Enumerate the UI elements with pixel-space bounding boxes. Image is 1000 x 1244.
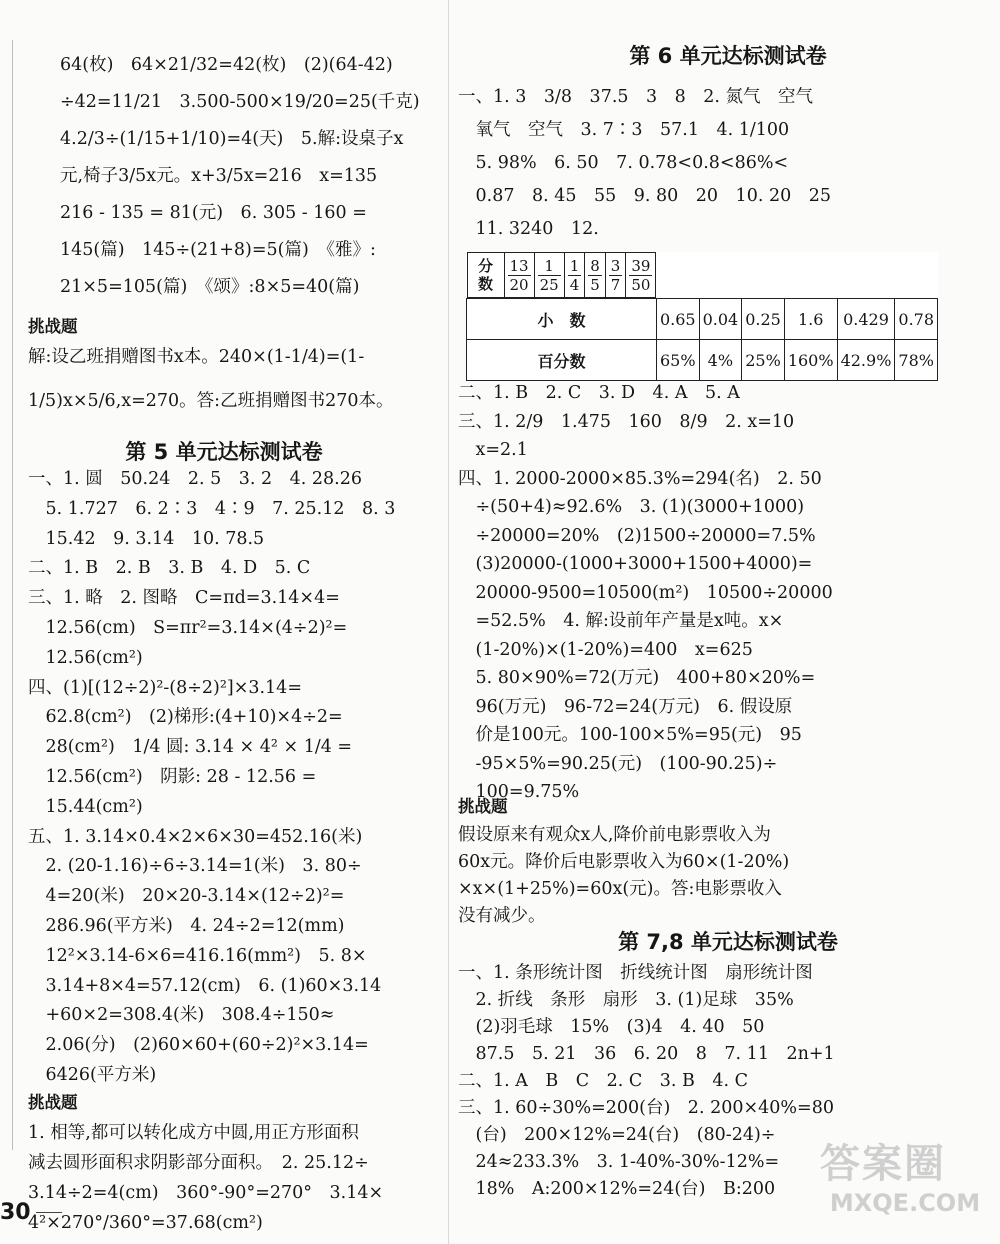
- unit-5-line: +60×2=308.4(米) 308.4÷150≈: [28, 1005, 335, 1026]
- page-number: 30: [0, 1200, 31, 1225]
- unit-5-line: 二、1. B 2. B 3. B 4. D 5. C: [28, 558, 311, 579]
- unit-6-after-line: x=2.1: [458, 440, 528, 460]
- unit-6-line: 0.87 8. 45 55 9. 80 20 10. 20 25: [458, 186, 831, 206]
- fraction-cell: [564, 253, 585, 298]
- column-divider: [448, 0, 449, 1244]
- left-answer-line: 元,椅子3/5x元。x+3/5x=216 x=135: [60, 166, 378, 186]
- unit-5-line: 三、1. 略 2. 图略 C=πd=3.14×4=: [28, 588, 340, 609]
- unit-5-line: 286.96(平方米) 4. 24÷2=12(mm): [28, 916, 345, 936]
- unit-6-title: 第 6 单元达标测试卷: [629, 44, 827, 68]
- percent-cell: 65%: [656, 340, 699, 381]
- numerator: 3: [610, 256, 621, 275]
- table-row-fraction: [467, 252, 657, 298]
- decimal-cell: 0.25: [742, 299, 785, 340]
- unit-5-line: 12.56(cm²): [28, 647, 143, 668]
- unit-78-line: (2)羽毛球 15% (3)4 4. 40 50: [458, 1017, 765, 1037]
- percent-cell: 160%: [784, 340, 837, 381]
- decimal-cell: 1.6: [784, 299, 837, 340]
- unit-6-line: 11. 3240 12.: [458, 219, 599, 239]
- unit-5-line: 四、(1)[(12÷2)²-(8÷2)²]×3.14=: [28, 677, 302, 698]
- unit-5-line: 4=20(米) 20×20-3.14×(12÷2)²=: [28, 886, 345, 907]
- watermark-logo: [820, 1140, 990, 1240]
- unit-5-line: 2. (20-1.16)÷6÷3.14=1(米) 3. 80÷: [28, 856, 362, 877]
- challenge-title: 挑战题: [28, 1093, 78, 1112]
- fraction-decimal-percent-table: [466, 252, 938, 381]
- left-challenge-line: 解:设乙班捐赠图书x本。240×(1-1/4)=(1-: [28, 347, 365, 367]
- unit-78-line: (台) 200×12%=24(台) (80-24)÷: [458, 1125, 776, 1145]
- unit-5-line: 28(cm²) 1/4 圆: 3.14 × 4² × 1/4 =: [28, 737, 353, 758]
- page-number-dash: [36, 1212, 62, 1213]
- percent-cell: 78%: [895, 340, 938, 381]
- challenge-title: 挑战题: [28, 317, 78, 336]
- unit-6-after-line: 二、1. B 2. C 3. D 4. A 5. A: [458, 383, 740, 403]
- right-challenge-line: 假设原来有观众x人,降价前电影票收入为: [458, 825, 771, 845]
- right-challenge-line: 没有减少。: [458, 906, 546, 926]
- percent-cell: 4%: [699, 340, 742, 381]
- denominator: 50: [631, 275, 651, 294]
- left-answer-line: 216 - 135 = 81(元) 6. 305 - 160 =: [60, 203, 367, 223]
- decimal-cell: 0.65: [656, 299, 699, 340]
- unit-6-line: 5. 98% 6. 50 7. 0.78<0.8<86%<: [458, 153, 789, 173]
- unit-6-after-line: ÷(50+4)≈92.6% 3. (1)(3000+1000): [458, 497, 805, 517]
- unit-5-line: 一、1. 圆 50.24 2. 5 3. 2 4. 28.26: [28, 469, 363, 489]
- left-answer-line: 145(篇) 145÷(21+8)=5(篇) 《雅》:: [60, 240, 376, 260]
- denominator: 4: [569, 275, 580, 294]
- denominator: 25: [539, 275, 559, 294]
- unit-5-line: 12.56(cm) S=πr²=3.14×(4÷2)²=: [28, 618, 348, 638]
- left-answer-line: 64(枚) 64×21/32=42(枚) (2)(64-42): [60, 55, 393, 75]
- unit-6-after-line: 三、1. 2/9 1.475 160 8/9 2. x=10: [458, 411, 795, 432]
- numerator: 1: [569, 256, 580, 275]
- unit-6-after-line: 96(万元) 96-72=24(万元) 6. 假设原: [458, 696, 793, 717]
- unit-5-line: 五、1. 3.14×0.4×2×6×30=452.16(米): [28, 826, 363, 847]
- fraction-cell: [504, 253, 534, 298]
- unit-5-line: 12²×3.14-6×6=416.16(mm²) 5. 8×: [28, 945, 367, 966]
- unit-6-after-line: -95×5%=90.25(元) (100-90.25)÷: [458, 753, 778, 774]
- unit-6-after-line: (3)20000-(1000+3000+1500+4000)=: [458, 554, 813, 574]
- decimal-cell: 0.429: [837, 299, 895, 340]
- right-challenge-line: ×x×(1+25%)=60x(元)。答:电影票收入: [458, 879, 782, 899]
- table-row-percent: [467, 340, 938, 381]
- fraction-cell: [534, 253, 564, 298]
- unit-5-line: 62.8(cm²) (2)梯形:(4+10)×4÷2=: [28, 707, 343, 728]
- unit-6-after-line: (1-20%)×(1-20%)=400 x=625: [458, 639, 753, 660]
- denominator: 7: [610, 275, 621, 294]
- watermark-url: MXQE.COM: [829, 1189, 981, 1217]
- decimal-cell: 0.78: [895, 299, 938, 340]
- percent-cell: 42.9%: [837, 340, 895, 381]
- unit-78-line: 三、1. 60÷30%=200(台) 2. 200×40%=80: [458, 1098, 834, 1118]
- fraction-cell: [626, 253, 656, 298]
- unit-5-line: 2.06(分) (2)60×60+(60÷2)²×3.14=: [28, 1035, 369, 1056]
- row-head-fraction: 分 数: [467, 253, 504, 298]
- unit-6-line: 氧气 空气 3. 7∶3 57.1 4. 1/100: [458, 120, 790, 140]
- unit-6-after-line: =52.5% 4. 解:设前年产量是x吨。x×: [458, 611, 784, 631]
- left-answer-line: 21×5=105(篇) 《颂》:8×5=40(篇): [60, 277, 360, 297]
- fraction-cell: [585, 253, 606, 298]
- left-challenge-2-line: 4²×270°/360°=37.68(cm²): [28, 1213, 263, 1233]
- left-challenge-2-line: 减去圆形面积求阴影部分面积。 2. 25.12÷: [28, 1153, 369, 1173]
- numerator: 39: [631, 256, 651, 275]
- unit-5-title: 第 5 单元达标测试卷: [125, 440, 323, 464]
- denominator: 20: [509, 275, 529, 294]
- unit-78-line: 18% A:200×12%=24(台) B:200: [458, 1179, 776, 1199]
- unit-5-line: 3.14+8×4=57.12(cm) 6. (1)60×3.14: [28, 975, 382, 996]
- unit-5-line: 6426(平方米): [28, 1065, 157, 1085]
- left-challenge-2-line: 3.14÷2=4(cm) 360°-90°=270° 3.14×: [28, 1183, 384, 1203]
- unit-6-after-line: ÷20000=20% (2)1500÷20000=7.5%: [458, 525, 816, 546]
- percent-cell: 25%: [742, 340, 785, 381]
- numerator: 13: [509, 256, 529, 275]
- unit-5-line: 15.42 9. 3.14 10. 78.5: [28, 528, 265, 549]
- unit-5-line: 15.44(cm²): [28, 796, 143, 817]
- fraction-cell: [605, 253, 626, 298]
- decimal-cell: 0.04: [699, 299, 742, 340]
- left-challenge-2-line: 1. 相等,都可以转化成方中圆,用正方形面积: [28, 1123, 359, 1143]
- unit-6-after-line: 价是100元。100-100×5%=95(元) 95: [458, 725, 802, 745]
- unit-6-after-line: 20000-9500=10500(m²) 10500÷20000: [458, 582, 833, 603]
- unit-78-line: 一、1. 条形统计图 折线统计图 扇形统计图: [458, 963, 813, 983]
- unit-6-line: 一、1. 3 3/8 37.5 3 8 2. 氮气 空气: [458, 87, 814, 107]
- unit-6-after-line: 四、1. 2000-2000×85.3%=294(名) 2. 50: [458, 468, 822, 489]
- table-row-decimal: [467, 299, 938, 340]
- right-challenge-line: 60x元。降价后电影票收入为60×(1-20%): [458, 852, 790, 872]
- unit-6-after-line: 5. 80×90%=72(万元) 400+80×20%=: [458, 668, 816, 688]
- left-challenge-line: 1/5)x×5/6,x=270。答:乙班捐赠图书270本。: [28, 391, 394, 411]
- challenge-title: 挑战题: [458, 797, 508, 816]
- left-answer-line: 4.2/3÷(1/15+1/10)=4(天) 5.解:设桌子x: [60, 129, 404, 149]
- unit-78-line: 二、1. A B C 2. C 3. B 4. C: [458, 1071, 749, 1091]
- unit-6-after-line: 100=9.75%: [458, 782, 580, 802]
- numerator: 1: [538, 257, 561, 276]
- numerator: 8: [590, 256, 600, 275]
- unit-5-line: 5. 1.727 6. 2∶3 4∶9 7. 25.12 8. 3: [28, 498, 396, 519]
- denominator: 5: [590, 275, 600, 294]
- row-head-percent: 百分数: [467, 340, 657, 381]
- unit-78-line: 87.5 5. 21 36 6. 20 8 7. 11 2n+1: [458, 1044, 835, 1064]
- watermark-text: 答案圈: [820, 1141, 946, 1187]
- unit-78-line: 2. 折线 条形 扇形 3. (1)足球 35%: [458, 990, 794, 1010]
- unit-78-title: 第 7,8 单元达标测试卷: [618, 930, 838, 954]
- row-head-decimal: 小 数: [467, 299, 657, 340]
- unit-5-line: 12.56(cm²) 阴影: 28 - 12.56 =: [28, 767, 317, 787]
- unit-78-line: 24≈233.3% 3. 1-40%-30%-12%=: [458, 1152, 780, 1172]
- left-answer-line: ÷42=11/21 3.500-500×19/20=25(千克): [60, 92, 420, 112]
